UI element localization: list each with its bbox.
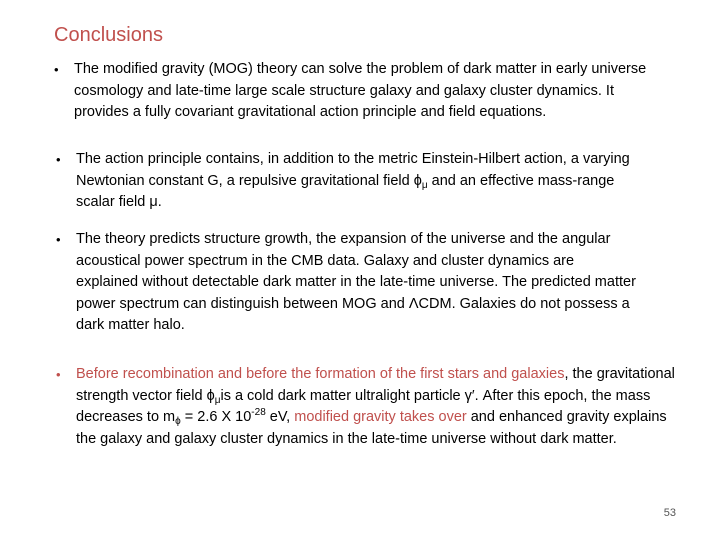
mu-subscript: μ [214,394,221,406]
text-run: and enhanced gravity explains the galaxy and galaxy cluster dynamics in the late-time universe without dark matter. [76,409,667,447]
bullet-structure-growth [56,229,636,337]
text-run: , [564,366,569,382]
exponent: -28 [251,407,266,418]
bullet-marker: • [56,367,61,382]
slide-title: Conclusions [54,24,163,46]
bullet-marker: • [56,152,61,167]
bullet-text [56,149,636,214]
mu-subscript: μ [421,179,428,191]
highlight-text: modified gravity takes over [294,409,467,425]
page-number: 53 [663,507,676,519]
text-run: The action principle contains, in addition to the metric Einstein-Hilbert action, a varying Newtonian constant G, a repulsive gravitational field [76,151,630,189]
text-run: eV, [265,409,295,425]
text-run: the gravitational strength vector field [76,366,675,404]
bullet-text: The theory predicts structure growth, the expansion of the universe and the angular acoustical power spectrum in the CMB data. Galaxy and cluster dynamics are explained without detectable dark matter in the late-time universe. The predicted matter power spectrum can distinguish between MOG and ΛCDM. Galaxies do not possess a dark matter halo. [76,231,636,333]
text-run: and an effective mass-range scalar field μ. [76,172,615,210]
bullet-marker: • [56,232,61,247]
phi-symbol: ϕ [413,172,422,189]
text-run: = 2.6 X 10 [180,409,252,425]
phi-subscript: ϕ [175,416,181,427]
bullet-marker: • [54,62,59,77]
bullet-recombination [56,364,676,450]
bullet-text: The modified gravity (MOG) theory can solve the problem of dark matter in early universe cosmology and late-time large scale structure galaxy and galaxy cluster dynamics. It provides a fully covariant gravitational action principle and field equations. [74,61,647,120]
text-run: is a cold dark matter ultralight particle γ′. After this epoch, the mass decreases to m [76,387,651,425]
highlight-text: Before recombination and before the formation of the first stars and galaxies [76,366,565,382]
bullet-text [56,364,676,450]
phi-symbol: ϕ [206,387,215,404]
bullet-mog-theory [54,59,664,124]
bullet-action-principle [56,149,636,214]
